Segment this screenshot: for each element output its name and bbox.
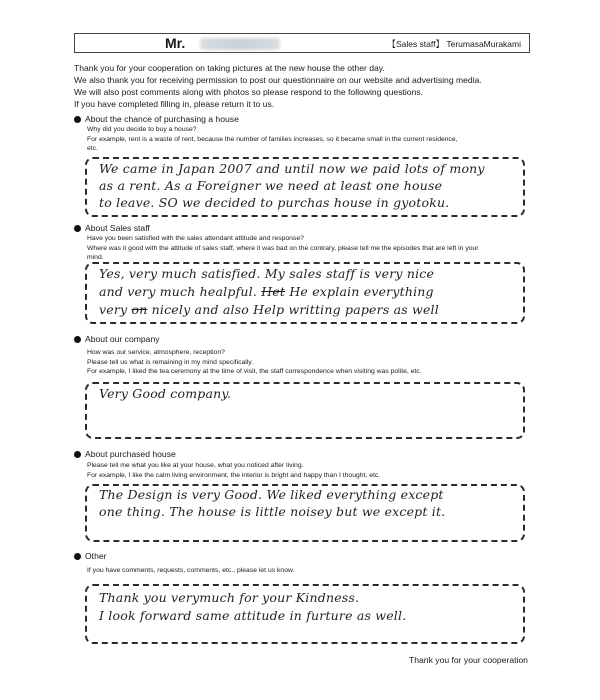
header-box — [74, 33, 530, 53]
intro-line: We will also post comments along with photos so please respond to the following questions. — [74, 87, 424, 97]
salutation: Mr. — [165, 35, 186, 51]
prompt-line: Please tell me what you like at your house, what you noticed after living. — [87, 462, 304, 469]
answer-line: The Design is very Good. We liked everything except — [99, 487, 444, 502]
prompt-line: For example, I liked the tea ceremony at the time of visit, the staff correspondence when visiting was polite, etc. — [87, 368, 422, 375]
bullet-icon — [74, 451, 81, 458]
sales-staff-label: 【Sales staff】 — [387, 39, 444, 49]
section-prompt — [87, 234, 537, 263]
prompt-line: etc. — [87, 145, 98, 152]
answer-fragment: and very much healpful. — [99, 284, 258, 299]
section-title-text: About our company — [85, 334, 160, 344]
answer-line: to leave. SO we decided to purchas house in gyotoku. — [99, 195, 450, 210]
section-prompt — [87, 566, 537, 576]
intro-text — [74, 62, 544, 110]
bullet-icon — [74, 553, 81, 560]
section-title-sales-staff — [74, 223, 150, 233]
answer-box-purchased-house[interactable] — [85, 484, 525, 542]
section-title-company — [74, 334, 160, 344]
customer-name-redacted — [200, 38, 280, 50]
answer-line: Yes, very much satisfied. My sales staff is very nice — [99, 266, 435, 281]
prompt-line: Please tell us what is remaining in my mind specifically. — [87, 358, 254, 366]
answer-line — [99, 302, 439, 317]
section-title-other — [74, 551, 107, 561]
prompt-line: For example, I like the calm living environment, the interior is bright and happy than I thought, etc. — [87, 471, 381, 479]
section-title-text: About the chance of purchasing a house — [85, 114, 239, 124]
answer-fragment: very — [99, 302, 128, 317]
bullet-icon — [74, 336, 81, 343]
section-title-purchased-house — [74, 449, 176, 459]
prompt-line: Why did you decide to buy a house? — [87, 126, 197, 133]
answer-box-other[interactable] — [85, 584, 525, 644]
sales-staff — [387, 38, 521, 50]
prompt-line: For example, rent is a waste of rent, because the number of families increases, so it became small in the current residence, — [87, 135, 458, 143]
intro-line: We also thank you for receiving permission to post our questionnaire on our website and advertising media. — [74, 75, 482, 85]
answer-fragment: nicely and also Help writting papers as well — [151, 302, 439, 317]
answer-box-purchase-chance[interactable] — [85, 157, 525, 217]
answer-line: one thing. The house is little noisey but we except it. — [99, 504, 446, 519]
answer-fragment: He explain everything — [289, 284, 434, 299]
intro-line: Thank you for your cooperation on taking pictures at the new house the other day. — [74, 63, 385, 73]
prompt-line: mind. — [87, 254, 104, 261]
answer-line — [99, 284, 434, 299]
section-title-purchase-chance — [74, 114, 239, 124]
struck-word: on — [131, 302, 148, 317]
section-title-text: About purchased house — [85, 449, 176, 459]
bullet-icon — [74, 116, 81, 123]
section-prompt — [87, 348, 537, 377]
struck-word: Het — [261, 284, 286, 299]
intro-line: If you have completed filling in, please return it to us. — [74, 99, 275, 109]
prompt-line: Have you been satisfied with the sales attendant attitude and response? — [87, 235, 304, 242]
prompt-line: How was our service, atmosphere, reception? — [87, 349, 225, 356]
section-title-text: Other — [85, 551, 107, 561]
answer-box-sales-staff[interactable] — [85, 262, 525, 324]
section-prompt — [87, 461, 537, 480]
bullet-icon — [74, 225, 81, 232]
prompt-line: Where was it good with the attitude of sales staff, where it was bad on the contrary, please tell me the episodes that are left in your — [87, 244, 479, 252]
answer-line: We came in Japan 2007 and until now we paid lots of mony — [99, 161, 485, 176]
answer-line: Thank you verymuch for your Kindness. — [99, 590, 360, 605]
prompt-line: If you have comments, requests, comments, etc., please let us know. — [87, 567, 295, 574]
answer-line: as a rent. As a Foreigner we need at least one house — [99, 178, 443, 193]
footer-thanks: Thank you for your cooperation — [409, 655, 528, 665]
answer-line: I look forward same attitude in furture as well. — [99, 608, 407, 623]
sales-staff-name: TerumasaMurakami — [446, 39, 521, 49]
section-title-text: About Sales staff — [85, 223, 150, 233]
section-prompt — [87, 125, 537, 154]
answer-line: Very Good company. — [99, 386, 232, 401]
answer-box-company[interactable] — [85, 382, 525, 439]
